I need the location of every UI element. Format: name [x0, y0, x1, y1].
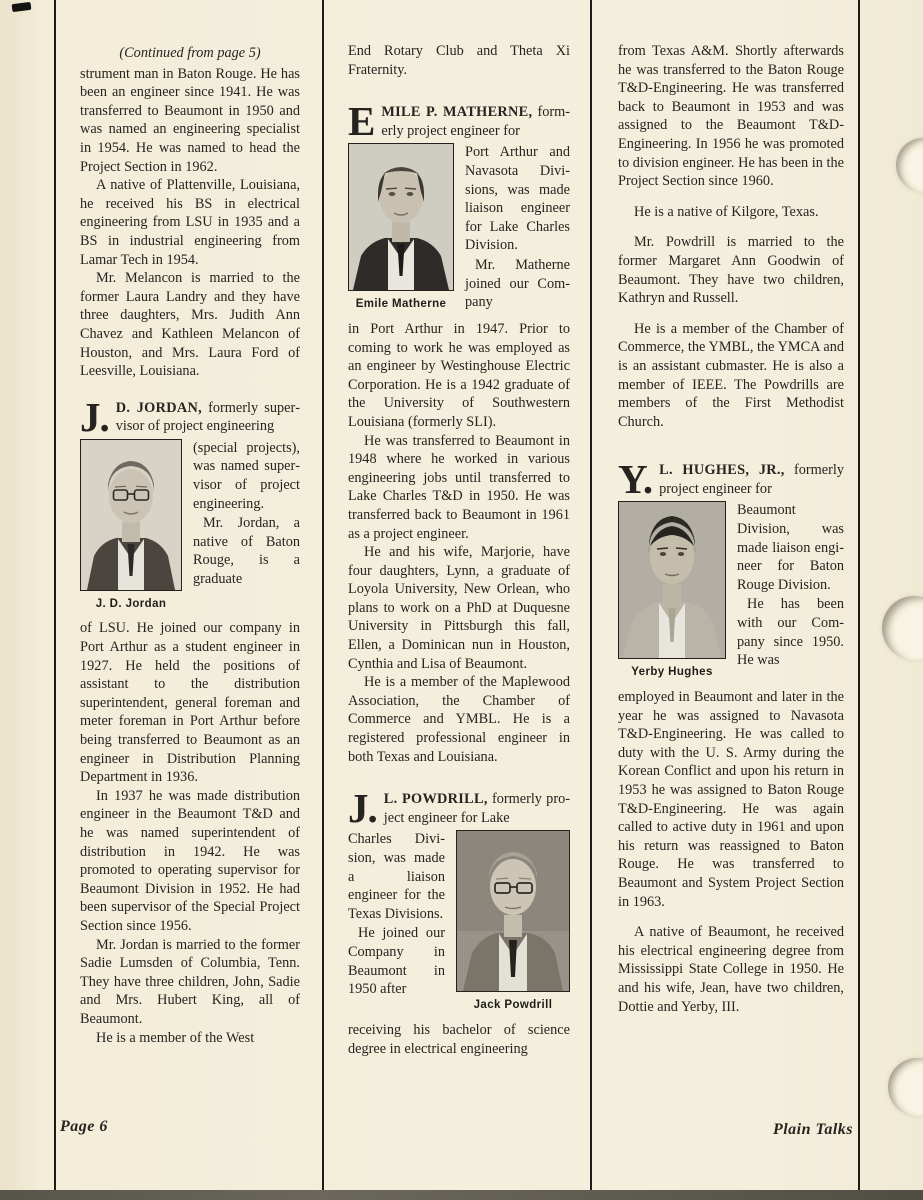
paragraph: strument man in Baton Rouge. He has been an engineer since 1941. He was transferred to Beaumont in 1950 and was named an engineering specialist in 1954. He was named to head the Project Section in 1962. — [80, 65, 300, 175]
photo-caption: Jack Powdrill — [473, 999, 553, 1012]
binder-hole — [882, 596, 923, 660]
photo-emile-matherne — [348, 143, 454, 314]
column-2 — [348, 42, 570, 1058]
bio-wrap-text: Beaumont Division, was made liaison engineer for Baton Rouge Division. He has been with our Company since 1950. He was — [737, 502, 844, 669]
page-bottom-edge — [0, 1190, 923, 1200]
column-rule-mid-1 — [322, 0, 324, 1190]
bio-lead-name: L. POWDRILL, — [383, 791, 488, 808]
column-3 — [618, 42, 844, 1028]
bio-jd-jordan — [80, 393, 301, 1047]
paragraph: employed in Beaumont and later in the year he was assigned to Navasota T&D-Engineering. He was called to duty with the U. S. Army during the Korean Conflict and upon his return in 1953 he was assigned to Baton Rouge T&D-Engineering. He was again called to active duty in 1961 and upon his return was reassigned to Baton Rouge. He was transferred to Beaumont and System Project Section in 1963. — [618, 689, 844, 910]
bio-wrap-text: (special projects), was named supervisor of project engineering. Mr. Jordan, a native of Baton Rouge, is a graduate — [193, 439, 300, 588]
column-1 — [80, 44, 300, 1047]
dropcap: E — [348, 98, 375, 145]
bio-intro: formerly project engineer for Lake — [383, 791, 571, 826]
paragraph: Mr. Jordan is married to the former Sadie Lumsden of Columbia, Tenn. They have three children, John, Sadie and Mrs. Hubert King, all of Beaumont. — [80, 936, 300, 1027]
paragraph: Mr. Melancon is married to the former Laura Landry and they have three daughters, Mrs. Judith Ann Chavez and Kathleen Melancon of Houston, and Mrs. Laura Ford of Leesville, Louisiana. — [80, 270, 300, 380]
paragraph: He is a native of Kilgore, Texas. — [634, 203, 819, 220]
paragraph: of LSU. He joined our company in Port Arthur as a student engineer in 1927. He held the positions of assistant to the distribution superintendent, general foreman and meter foreman in Port Arthur before being transferred to Beaumont as an engineer in Distribution Planning Department in 1936. — [80, 620, 300, 786]
photo-caption: Emile Matherne — [355, 298, 447, 311]
scan-mark — [12, 2, 32, 12]
column-rule-left — [54, 0, 56, 1190]
column-rule-right — [858, 0, 860, 1190]
photo-yerby-hughes — [618, 501, 726, 682]
bio-yerby-hughes — [618, 456, 844, 1016]
bio-intro: formerly supervisor of project engineering — [115, 399, 301, 435]
bio-lead-name: L. HUGHES, JR., — [659, 462, 785, 479]
paragraph: A native of Plattenville, Louisiana, he received his BS in electrical engineering from LSU in 1935 and a BS in industrial engineering from Lamar Tech in 1954. — [80, 177, 300, 268]
bio-intro: formerly project engineer for — [659, 462, 844, 497]
binder-hole — [896, 138, 923, 192]
portrait-emile-matherne — [348, 143, 454, 291]
paragraph: Mr. Powdrill is married to the former Margaret Ann Goodwin of Beaumont. They have two children, Kathryn and Russell. — [618, 234, 844, 307]
photo-jack-powdrill — [456, 830, 570, 1015]
column-rule-mid-2 — [590, 0, 592, 1190]
binder-hole — [888, 1058, 923, 1116]
dropcap: J. — [80, 393, 109, 440]
portrait-yerby-hughes — [618, 501, 726, 659]
paragraph: In 1937 he was made distribution engineer in the Beaumont T&D and he was named superintendent of distribution in 1942. He was promoted to operating supervisor for Beaumont Division in 1952. He had been supervisor of the Special Project Section since 1956. — [80, 787, 300, 934]
portrait-jack-powdrill — [456, 830, 570, 992]
paragraph: receiving his bachelor of science degree in electrical engineering — [348, 1022, 570, 1057]
paragraph: He is a member of the West — [96, 1029, 255, 1046]
bio-wrap-text: Port Arthur and Navasota Divisions, was made liaison engineer for Lake Charles Division. Mr. Matherne joined our Company — [465, 144, 570, 311]
paragraph: He was transferred to Beaumont in 1948 where he worked in various engineering jobs until transferred to Lake Charles T&D in 1950. He was transferred back to Beaumont in 1961 as a project engineer. — [348, 432, 570, 542]
bio-wrap-text: Charles Division, was made a liaison engineer for the Texas Divisions. He joined our Company in Beaumont in 1950 after — [348, 831, 445, 998]
portrait-jd-jordan — [80, 439, 182, 591]
continued-from-note: (Continued from page 5) — [119, 45, 261, 61]
bio-lead-name: D. JORDAN, — [115, 399, 202, 416]
paragraph: A native of Beaumont, he received his electrical engineering degree from Mississippi State College in 1950. He and his wife, Jean, have two children, Dottie and Yerby, III. — [618, 924, 844, 1015]
footer-magazine-title: Plain Talks — [772, 1121, 853, 1138]
paragraph: End Rotary Club and Theta Xi Fraternity. — [348, 43, 570, 78]
photo-jd-jordan — [80, 439, 182, 614]
paragraph: from Texas A&M. Shortly afterwards he was transferred to the Baton Rouge T&D-Engineering. He was transferred back to Beaumont in 1953 and was assigned to the Beaumont T&D-Engineering. In 1956 he was promoted to division engineer. He has been in the Project Section since 1960. — [618, 43, 844, 190]
bio-jack-powdrill — [348, 785, 571, 1058]
dropcap: J. — [348, 785, 377, 832]
photo-caption: Yerby Hughes — [631, 666, 713, 679]
bio-intro: formerly project engineer for — [381, 104, 570, 139]
footer-page-number: Page 6 — [60, 1118, 108, 1135]
photo-caption: J. D. Jordan — [95, 597, 167, 610]
paragraph: He is a member of the Maplewood Association, the Chamber of Commerce and YMBL. He is a registered professional engineer in both Texas and Louisiana. — [348, 674, 570, 765]
paragraph: He and his wife, Marjorie, have four daughters, Lynn, a graduate of Loyola University, New Orlean, who plans to work on a PhD at Duquesne University in Pittsburgh this fall, Ellen, a Dominican nun in Houston, Cynthia and Lisa of Beaumont. — [348, 544, 570, 672]
paragraph: in Port Arthur in 1947. Prior to coming to work he was employed as an engineer by Westinghouse Electric Corporation. He is a 1942 graduate of the University of Southwestern Louisiana (formerly SLI). — [348, 320, 570, 430]
bio-emile-matherne — [348, 98, 570, 766]
bio-lead-name: MILE P. MATHERNE, — [381, 104, 533, 121]
dropcap: Y. — [618, 456, 653, 503]
paragraph: He is a member of the Chamber of Commerce, the YMBL, the YMCA and is an assistant cubmaster. He is also a member of IEEE. The Powdrills are members of the First Methodist Church. — [618, 320, 844, 430]
